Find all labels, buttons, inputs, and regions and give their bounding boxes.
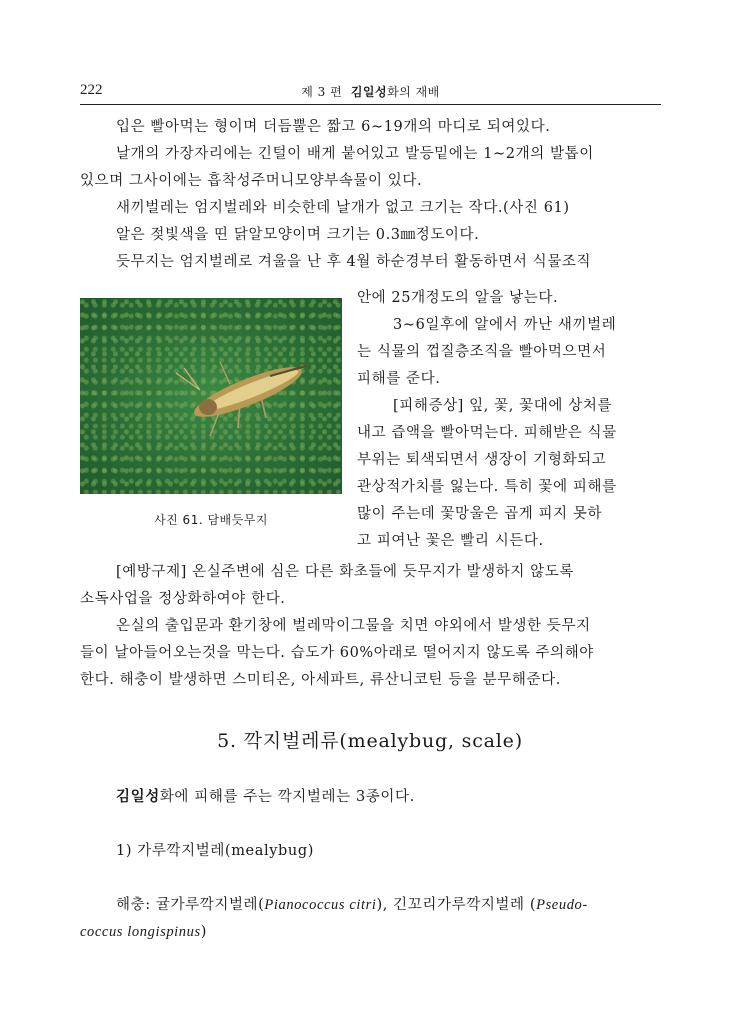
species-name: Pseudo- [536, 897, 588, 913]
species-name: coccus longispinus [80, 924, 201, 940]
section-intro-text: 화에 피해를 주는 깍지벌레는 3종이다. [159, 789, 415, 805]
text-line: 입은 빨아먹는 형이며 더듬뿔은 짧고 6∼19개의 마디로 되여있다. [116, 119, 551, 135]
part-label: 제 3 편 [301, 85, 343, 99]
crop-name-bold: 김일성 [116, 788, 160, 805]
text-line: 내고 즙액을 빨아먹는다. 피해받은 식물 [357, 425, 617, 441]
text-line: 한다. 해충이 발생하면 스미티온, 아세파트, 류산니코틴 등을 분무해준다. [80, 672, 561, 688]
pest-suffix: ) [200, 924, 208, 940]
photo-caption: 사진 61. 담배듯무지 [154, 513, 268, 527]
crop-name-bold: 김일성 [350, 85, 388, 99]
section-title: 5. 깍지벌레류(mealybug, scale) [217, 730, 523, 752]
text-line: 안에 25개정도의 알을 낳는다. [357, 290, 559, 306]
text-line: [예방구제] 온실주변에 심은 다른 화초들에 듯무지가 발생하지 않도록 [116, 564, 574, 580]
pest-prefix: 해충: 귤가루깍지벌레( [116, 897, 265, 913]
text-line: 있으며 그사이에는 흡착성주머니모양부속물이 있다. [80, 173, 423, 189]
text-line: 많이 주는데 꽃망울은 곱게 피지 못하 [357, 506, 603, 522]
text-line: 소독사업을 정상화하여야 한다. [80, 591, 286, 607]
text-line: 들이 날아들어오는것을 막는다. 습도가 60%아래로 떨어지지 않도록 주의해야 [80, 645, 594, 661]
text-line: 부위는 퇴색되면서 생장이 기형화되고 [357, 452, 607, 468]
text-line: 3∼6일후에 알에서 까난 새끼벌레 [393, 317, 617, 333]
crop-name-rest: 화의 재배 [387, 85, 440, 99]
text-line: 새끼벌레는 엄지벌레와 비슷한데 날개가 없고 크기는 작다.(사진 61) [116, 200, 570, 216]
text-line: 듯무지는 엄지벌레로 겨울을 난 후 4월 하순경부터 활동하면서 식물조직 [116, 254, 592, 270]
text-line: [피해증상] 잎, 꽃, 꽃대에 상처를 [393, 398, 613, 414]
pest-list-line [80, 919, 661, 946]
species-name: Pianococcus citri [264, 897, 377, 913]
thrips-photo [80, 298, 342, 494]
pest-list-line [80, 892, 697, 919]
running-header [80, 82, 661, 105]
text-line: 피해를 준다. [357, 371, 441, 387]
text-line: 관상적가치를 잃는다. 특히 꽃에 피해를 [357, 479, 617, 495]
page-number: 222 [80, 82, 103, 98]
text-line: 는 식물의 껍질층조직을 빨아먹으면서 [357, 344, 607, 360]
running-title [80, 83, 661, 100]
text-line: 날개의 가장자리에는 긴털이 배게 붙어있고 발등밑에는 1∼2개의 발톱이 [116, 146, 594, 162]
text-line: 온실의 출입문과 환기창에 벌레막이그물을 치면 야외에서 발생한 듯무지 [116, 618, 591, 634]
pest-mid: ), 긴꼬리가루깍지벌레 ( [376, 897, 537, 913]
subsection-title: 1) 가루깍지벌레(mealybug) [116, 843, 314, 859]
text-line: 알은 젖빛색을 띤 닭알모양이며 크기는 0.3㎜정도이다. [116, 227, 480, 243]
section-intro [80, 783, 697, 811]
text-line: 고 피여난 꽃은 빨리 시든다. [357, 533, 544, 549]
